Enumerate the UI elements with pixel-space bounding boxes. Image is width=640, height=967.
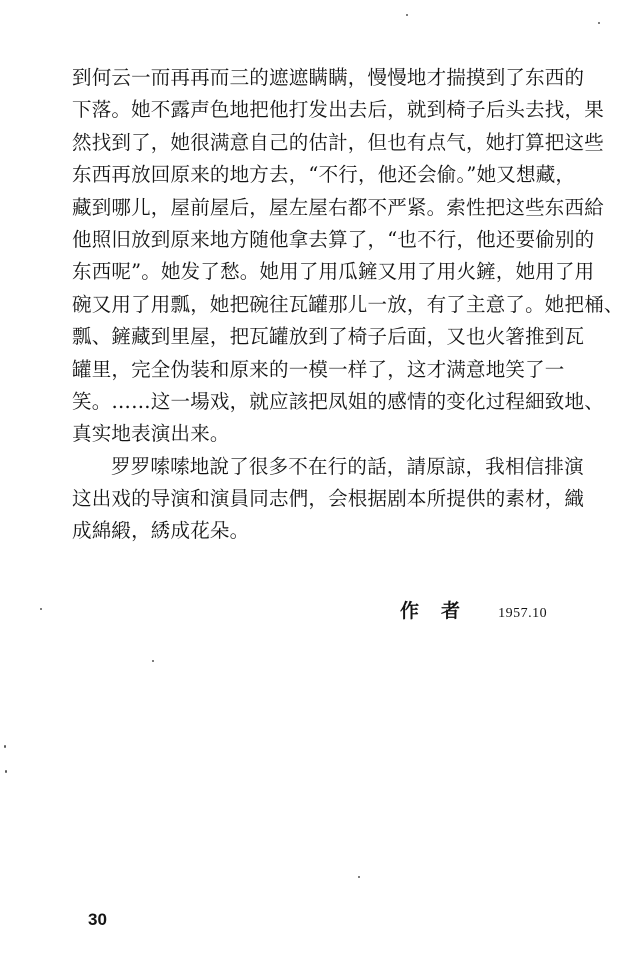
signature <box>400 596 547 623</box>
page-number: 30 <box>88 910 107 929</box>
paragraph-1 <box>72 62 624 451</box>
text-line: 藏到哪儿，屋前屋后，屋左屋右都不严紧。索性把这些东西給 <box>72 195 604 219</box>
text-line: 下落。她不露声色地把他打发出去后，就到椅子后头去找，果 <box>72 98 604 122</box>
body-text <box>72 62 624 548</box>
scan-speck <box>406 14 408 16</box>
scan-speck <box>5 770 7 773</box>
scan-speck <box>598 22 600 24</box>
paragraph-2 <box>72 451 618 483</box>
scan-speck <box>40 608 42 610</box>
scan-speck <box>358 876 360 878</box>
text-line: 到何云一而再再而三的遮遮瞒瞒，慢慢地才揣摸到了东西的 <box>72 66 585 89</box>
text-line: 然找到了，她很满意自己的估計，但也有点气，她打算把这些 <box>72 130 604 154</box>
text-line: 东西再放回原来的地方去，“不行，他还会偷。”她又想藏， <box>72 163 576 187</box>
text-line: 瓢、鏟藏到里屋，把瓦罐放到了椅子后面，又也火箸推到瓦 <box>72 325 585 349</box>
signature-author: 作者 <box>400 600 483 622</box>
text-line: 这出戏的导演和演員同志們，会根据剧本所提供的素材，織 <box>72 487 585 511</box>
text-line: 成綿緞，綉成花朵。 <box>72 519 250 543</box>
text-line: 笑。……这一場戏，就应該把凤姐的感情的变化过程細致地、 <box>72 389 604 413</box>
scan-speck <box>152 660 154 662</box>
signature-date: 1957.10 <box>498 606 548 621</box>
text-line: 真实地表演出来。 <box>72 422 230 446</box>
scan-speck <box>4 745 6 748</box>
text-line: 罐里，完全伪装和原来的一模一样了，这才满意地笑了一 <box>72 357 565 381</box>
text-line: 碗又用了用瓢，她把碗往瓦罐那儿一放，有了主意了。她把桶、 <box>72 292 624 316</box>
text-line: 东西呢”。她发了愁。她用了用瓜鏟又用了用火鏟，她用了用 <box>72 260 595 284</box>
text-line: 他照旧放到原来地方随他拿去算了，“也不行，他还要偷别的 <box>72 227 595 251</box>
text-line: 罗罗嗦嗦地說了很多不在行的話，請原諒，我相信排演 <box>111 454 584 478</box>
paragraph-2-continued <box>72 483 618 548</box>
